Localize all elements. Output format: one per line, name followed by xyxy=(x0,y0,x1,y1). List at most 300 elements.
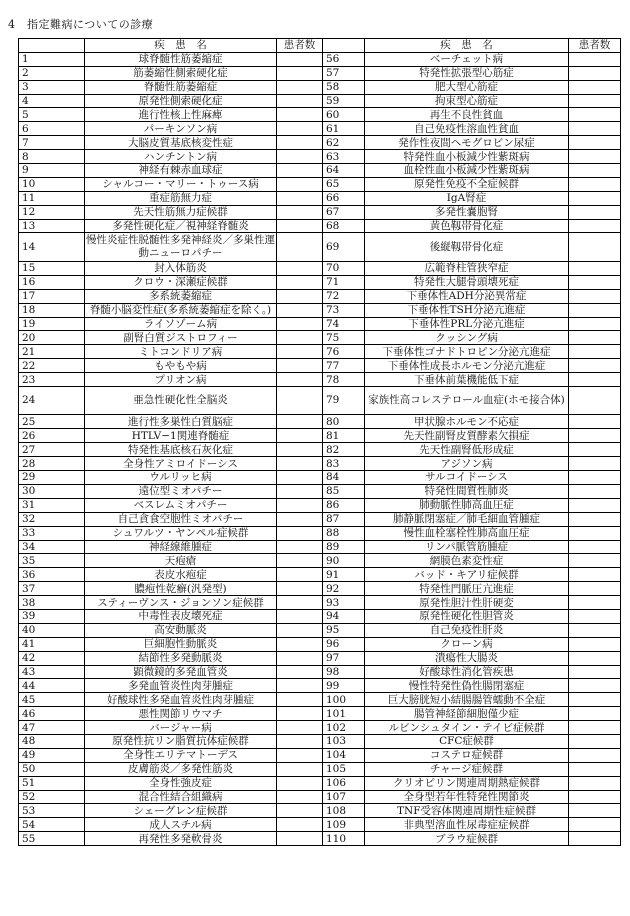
row-number-left: 15 xyxy=(19,261,85,275)
row-count-left xyxy=(277,164,323,178)
row-disease-left: 原発性抗リン脂質抗体症候群 xyxy=(85,734,277,748)
row-count-left xyxy=(277,734,323,748)
row-number-left: 41 xyxy=(19,637,85,651)
row-disease-right: クローン病 xyxy=(365,637,569,651)
row-count-left xyxy=(277,359,323,373)
table-row xyxy=(19,457,621,471)
row-disease-left: ウルリッヒ病 xyxy=(85,471,277,485)
row-count-left xyxy=(277,108,323,122)
table-row xyxy=(19,191,621,205)
row-count-left xyxy=(277,665,323,679)
row-number-left: 32 xyxy=(19,512,85,526)
row-number-right: 81 xyxy=(323,429,365,443)
row-disease-right: 後縦靱帯骨化症 xyxy=(365,233,569,262)
row-disease-left: 天疱瘡 xyxy=(85,554,277,568)
row-count-right xyxy=(569,540,621,554)
row-disease-right: チャージ症候群 xyxy=(365,762,569,776)
row-disease-left: 顕微鏡的多発血管炎 xyxy=(85,665,277,679)
row-number-left: 34 xyxy=(19,540,85,554)
row-number-left: 11 xyxy=(19,191,85,205)
row-count-left xyxy=(277,94,323,108)
row-number-left: 28 xyxy=(19,457,85,471)
row-count-right xyxy=(569,150,621,164)
row-number-left: 55 xyxy=(19,832,85,846)
row-number-right: 69 xyxy=(323,233,365,262)
row-count-right xyxy=(569,205,621,219)
row-disease-left: シャルコー・マリー・トゥース病 xyxy=(85,177,277,191)
row-count-left xyxy=(277,457,323,471)
row-number-right: 77 xyxy=(323,359,365,373)
row-count-left xyxy=(277,637,323,651)
row-number-right: 105 xyxy=(323,762,365,776)
row-number-right: 106 xyxy=(323,776,365,790)
table-row xyxy=(19,568,621,582)
row-count-left xyxy=(277,415,323,429)
row-number-left: 30 xyxy=(19,484,85,498)
row-disease-left: 表皮水疱症 xyxy=(85,568,277,582)
row-count-right xyxy=(569,526,621,540)
row-count-right xyxy=(569,804,621,818)
row-number-right: 71 xyxy=(323,275,365,289)
row-count-left xyxy=(277,80,323,94)
table-row xyxy=(19,596,621,610)
row-number-left: 4 xyxy=(19,94,85,108)
table-header-row xyxy=(19,39,621,53)
table-row xyxy=(19,526,621,540)
table-row xyxy=(19,734,621,748)
row-count-left xyxy=(277,345,323,359)
table-row xyxy=(19,136,621,150)
row-count-right xyxy=(569,748,621,762)
row-count-right xyxy=(569,373,621,387)
table-row xyxy=(19,443,621,457)
row-disease-left: 全身性強皮症 xyxy=(85,776,277,790)
row-disease-right: 全身型若年性特発性関節炎 xyxy=(365,790,569,804)
row-count-left xyxy=(277,177,323,191)
row-disease-right: 下垂体性TSH分泌亢進症 xyxy=(365,303,569,317)
row-disease-right: 網膜色素変性症 xyxy=(365,554,569,568)
row-count-right xyxy=(569,191,621,205)
row-count-right xyxy=(569,317,621,331)
row-disease-right: サルコイドーシス xyxy=(365,471,569,485)
row-count-right xyxy=(569,122,621,136)
row-count-left xyxy=(277,150,323,164)
row-disease-right: 多発性嚢胞腎 xyxy=(365,205,569,219)
table-row xyxy=(19,261,621,275)
row-number-left: 3 xyxy=(19,80,85,94)
row-disease-right: 家族性高コレステロール血症(ホモ接合体) xyxy=(365,386,569,415)
table-row xyxy=(19,679,621,693)
row-disease-left: ハンチントン病 xyxy=(85,150,277,164)
row-disease-right: 甲状腺ホルモン不応症 xyxy=(365,415,569,429)
row-count-left xyxy=(277,233,323,262)
header-number-right xyxy=(323,39,365,53)
row-count-right xyxy=(569,443,621,457)
row-disease-right: 血栓性血小板減少性紫斑病 xyxy=(365,164,569,178)
table-row xyxy=(19,582,621,596)
table-row xyxy=(19,429,621,443)
row-count-right xyxy=(569,457,621,471)
table-row xyxy=(19,804,621,818)
row-number-right: 67 xyxy=(323,205,365,219)
row-number-left: 52 xyxy=(19,790,85,804)
row-disease-right: 慢性血栓塞栓性肺高血圧症 xyxy=(365,526,569,540)
row-number-right: 62 xyxy=(323,136,365,150)
row-disease-right: 肺動脈性肺高血圧症 xyxy=(365,498,569,512)
row-disease-right: ブラウ症候群 xyxy=(365,832,569,846)
row-number-right: 63 xyxy=(323,150,365,164)
row-count-right xyxy=(569,233,621,262)
row-number-left: 38 xyxy=(19,596,85,610)
row-count-right xyxy=(569,665,621,679)
row-count-right xyxy=(569,693,621,707)
row-count-left xyxy=(277,191,323,205)
row-number-right: 108 xyxy=(323,804,365,818)
row-count-left xyxy=(277,707,323,721)
row-disease-right: 特発性拡張型心筋症 xyxy=(365,66,569,80)
header-number-left xyxy=(19,39,85,53)
table-row xyxy=(19,832,621,846)
row-count-left xyxy=(277,205,323,219)
row-count-left xyxy=(277,512,323,526)
row-count-left xyxy=(277,471,323,485)
row-number-right: 84 xyxy=(323,471,365,485)
row-number-right: 95 xyxy=(323,623,365,637)
table-row xyxy=(19,205,621,219)
row-number-left: 14 xyxy=(19,233,85,262)
row-count-left xyxy=(277,818,323,832)
table-row xyxy=(19,289,621,303)
row-count-right xyxy=(569,512,621,526)
table-row xyxy=(19,512,621,526)
row-count-left xyxy=(277,52,323,66)
row-disease-right: 下垂体性PRL分泌亢進症 xyxy=(365,317,569,331)
row-number-right: 97 xyxy=(323,651,365,665)
row-count-right xyxy=(569,776,621,790)
row-count-right xyxy=(569,331,621,345)
table-row xyxy=(19,471,621,485)
row-disease-right: 好酸球性消化管疾患 xyxy=(365,665,569,679)
table-row xyxy=(19,66,621,80)
row-disease-left: シュワルツ・ヤンペル症候群 xyxy=(85,526,277,540)
row-disease-right: アジソン病 xyxy=(365,457,569,471)
row-number-right: 90 xyxy=(323,554,365,568)
table-row xyxy=(19,637,621,651)
row-disease-right: ベーチェット病 xyxy=(365,52,569,66)
row-number-left: 8 xyxy=(19,150,85,164)
row-number-left: 16 xyxy=(19,275,85,289)
row-number-right: 96 xyxy=(323,637,365,651)
table-row xyxy=(19,623,621,637)
row-number-left: 46 xyxy=(19,707,85,721)
row-number-right: 104 xyxy=(323,748,365,762)
row-disease-left: 慢性炎症性脱髄性多発神経炎／多巣性運動ニューロパチー xyxy=(85,233,277,262)
row-count-right xyxy=(569,623,621,637)
row-count-right xyxy=(569,832,621,846)
row-count-left xyxy=(277,136,323,150)
row-count-right xyxy=(569,568,621,582)
row-number-right: 64 xyxy=(323,164,365,178)
row-disease-right: 非典型溶血性尿毒症症候群 xyxy=(365,818,569,832)
page-title: 4 指定難病についての診療 xyxy=(8,18,154,31)
row-number-right: 103 xyxy=(323,734,365,748)
row-disease-left: 封入体筋炎 xyxy=(85,261,277,275)
row-count-right xyxy=(569,386,621,415)
row-disease-left: ミトコンドリア病 xyxy=(85,345,277,359)
table-row xyxy=(19,665,621,679)
table-row xyxy=(19,359,621,373)
row-count-left xyxy=(277,373,323,387)
row-count-right xyxy=(569,275,621,289)
row-number-right: 72 xyxy=(323,289,365,303)
row-disease-left: 全身性アミロイドーシス xyxy=(85,457,277,471)
row-number-right: 66 xyxy=(323,191,365,205)
row-disease-right: ルビンシュタイン・テイビ症候群 xyxy=(365,721,569,735)
row-number-right: 82 xyxy=(323,443,365,457)
row-disease-right: 潰瘍性大腸炎 xyxy=(365,651,569,665)
row-number-right: 94 xyxy=(323,609,365,623)
row-count-left xyxy=(277,693,323,707)
row-count-left xyxy=(277,66,323,80)
row-disease-right: 肥大型心筋症 xyxy=(365,80,569,94)
row-count-right xyxy=(569,415,621,429)
row-count-right xyxy=(569,762,621,776)
row-count-right xyxy=(569,596,621,610)
row-number-right: 73 xyxy=(323,303,365,317)
row-disease-right: バッド・キアリ症候群 xyxy=(365,568,569,582)
row-number-right: 109 xyxy=(323,818,365,832)
row-number-left: 47 xyxy=(19,721,85,735)
row-count-left xyxy=(277,596,323,610)
row-disease-left: スティーヴンス・ジョンソン症候群 xyxy=(85,596,277,610)
row-disease-left: プリオン病 xyxy=(85,373,277,387)
row-number-left: 7 xyxy=(19,136,85,150)
row-number-left: 45 xyxy=(19,693,85,707)
row-number-right: 58 xyxy=(323,80,365,94)
header-disease-left: 疾 患 名 xyxy=(85,39,277,53)
row-count-left xyxy=(277,623,323,637)
row-number-right: 79 xyxy=(323,386,365,415)
row-number-left: 10 xyxy=(19,177,85,191)
row-number-left: 27 xyxy=(19,443,85,457)
row-disease-left: 進行性多巣性白質脳症 xyxy=(85,415,277,429)
row-number-right: 74 xyxy=(323,317,365,331)
table-row xyxy=(19,498,621,512)
row-disease-right: 特発性間質性肺炎 xyxy=(365,484,569,498)
table-row xyxy=(19,219,621,233)
row-number-left: 48 xyxy=(19,734,85,748)
table-row xyxy=(19,108,621,122)
row-count-right xyxy=(569,734,621,748)
table-row xyxy=(19,164,621,178)
row-count-right xyxy=(569,818,621,832)
row-number-left: 33 xyxy=(19,526,85,540)
row-disease-right: 腸管神経節細胞僅少症 xyxy=(365,707,569,721)
row-disease-left: 混合性結合組織病 xyxy=(85,790,277,804)
table-row xyxy=(19,540,621,554)
row-count-right xyxy=(569,679,621,693)
row-disease-right: CFC症候群 xyxy=(365,734,569,748)
row-count-left xyxy=(277,219,323,233)
row-count-left xyxy=(277,386,323,415)
row-count-right xyxy=(569,429,621,443)
row-disease-left: 大脳皮質基底核変性症 xyxy=(85,136,277,150)
row-disease-right: 肺静脈閉塞症／肺毛細血管腫症 xyxy=(365,512,569,526)
row-count-left xyxy=(277,609,323,623)
row-disease-left: 全身性エリテマトーデス xyxy=(85,748,277,762)
row-count-left xyxy=(277,554,323,568)
row-number-right: 57 xyxy=(323,66,365,80)
row-disease-left: 特発性基底核石灰化症 xyxy=(85,443,277,457)
table-row xyxy=(19,386,621,415)
row-number-right: 110 xyxy=(323,832,365,846)
row-count-left xyxy=(277,498,323,512)
row-count-left xyxy=(277,804,323,818)
row-number-left: 29 xyxy=(19,471,85,485)
row-disease-left: 巨細胞性動脈炎 xyxy=(85,637,277,651)
row-number-left: 44 xyxy=(19,679,85,693)
row-number-right: 70 xyxy=(323,261,365,275)
row-number-right: 101 xyxy=(323,707,365,721)
row-disease-right: 下垂体性ADH分泌異常症 xyxy=(365,289,569,303)
row-number-right: 76 xyxy=(323,345,365,359)
table-row xyxy=(19,275,621,289)
row-number-right: 98 xyxy=(323,665,365,679)
row-disease-left: もやもや病 xyxy=(85,359,277,373)
row-count-left xyxy=(277,540,323,554)
row-count-right xyxy=(569,651,621,665)
row-disease-left: 成人スチル病 xyxy=(85,818,277,832)
row-disease-right: 特発性血小板減少性紫斑病 xyxy=(365,150,569,164)
row-disease-right: 特発性門脈圧亢進症 xyxy=(365,582,569,596)
row-disease-left: 多系統萎縮症 xyxy=(85,289,277,303)
row-number-right: 89 xyxy=(323,540,365,554)
row-disease-left: ベスレムミオパチー xyxy=(85,498,277,512)
row-number-left: 26 xyxy=(19,429,85,443)
disease-table xyxy=(18,38,621,846)
row-disease-right: 先天性副腎皮質酵素欠損症 xyxy=(365,429,569,443)
row-number-left: 35 xyxy=(19,554,85,568)
row-count-right xyxy=(569,108,621,122)
table-row xyxy=(19,721,621,735)
table-row xyxy=(19,776,621,790)
row-count-left xyxy=(277,429,323,443)
row-number-left: 13 xyxy=(19,219,85,233)
row-disease-right: 再生不良性貧血 xyxy=(365,108,569,122)
row-count-right xyxy=(569,177,621,191)
row-disease-left: 副腎白質ジストロフィー xyxy=(85,331,277,345)
row-count-right xyxy=(569,721,621,735)
row-number-left: 22 xyxy=(19,359,85,373)
row-disease-left: 悪性関節リウマチ xyxy=(85,707,277,721)
row-disease-left: 重症筋無力症 xyxy=(85,191,277,205)
row-count-right xyxy=(569,790,621,804)
row-disease-right: リンパ脈管筋腫症 xyxy=(365,540,569,554)
row-count-right xyxy=(569,707,621,721)
header-disease-right: 疾 患 名 xyxy=(365,39,569,53)
row-number-right: 68 xyxy=(323,219,365,233)
row-disease-left: 高安動脈炎 xyxy=(85,623,277,637)
row-number-left: 36 xyxy=(19,568,85,582)
row-disease-left: HTLV−1関連脊髄症 xyxy=(85,429,277,443)
row-number-left: 24 xyxy=(19,386,85,415)
row-count-left xyxy=(277,526,323,540)
table-row xyxy=(19,554,621,568)
table-row xyxy=(19,790,621,804)
row-disease-right: 原発性硬化性胆管炎 xyxy=(365,609,569,623)
table-row xyxy=(19,693,621,707)
row-count-left xyxy=(277,748,323,762)
row-disease-right: TNF受容体関連周期性症候群 xyxy=(365,804,569,818)
row-count-left xyxy=(277,568,323,582)
row-count-left xyxy=(277,832,323,846)
row-count-left xyxy=(277,679,323,693)
row-number-right: 88 xyxy=(323,526,365,540)
row-number-left: 25 xyxy=(19,415,85,429)
table-row xyxy=(19,748,621,762)
row-number-left: 17 xyxy=(19,289,85,303)
row-count-right xyxy=(569,582,621,596)
row-disease-right: 広範脊柱管狭窄症 xyxy=(365,261,569,275)
row-disease-left: 遠位型ミオパチー xyxy=(85,484,277,498)
row-disease-left: ライソゾーム病 xyxy=(85,317,277,331)
table-row xyxy=(19,484,621,498)
row-number-left: 21 xyxy=(19,345,85,359)
row-number-right: 107 xyxy=(323,790,365,804)
row-count-left xyxy=(277,790,323,804)
row-disease-left: 進行性核上性麻痺 xyxy=(85,108,277,122)
row-disease-right: 巨大膀胱短小結腸腸管蠕動不全症 xyxy=(365,693,569,707)
table-row xyxy=(19,177,621,191)
row-disease-left: バージャー病 xyxy=(85,721,277,735)
row-number-left: 12 xyxy=(19,205,85,219)
row-disease-left: 筋萎縮性側索硬化症 xyxy=(85,66,277,80)
row-disease-right: 原発性胆汁性肝硬変 xyxy=(365,596,569,610)
row-number-right: 65 xyxy=(323,177,365,191)
row-count-left xyxy=(277,582,323,596)
row-number-right: 78 xyxy=(323,373,365,387)
row-number-left: 9 xyxy=(19,164,85,178)
row-number-left: 20 xyxy=(19,331,85,345)
row-number-left: 50 xyxy=(19,762,85,776)
row-count-right xyxy=(569,94,621,108)
row-disease-left: クロウ・深瀬症候群 xyxy=(85,275,277,289)
row-count-left xyxy=(277,776,323,790)
row-number-right: 60 xyxy=(323,108,365,122)
row-disease-left: 脊髄性筋萎縮症 xyxy=(85,80,277,94)
row-count-left xyxy=(277,317,323,331)
row-number-left: 54 xyxy=(19,818,85,832)
row-disease-left: 多発血管炎性肉芽腫症 xyxy=(85,679,277,693)
row-count-right xyxy=(569,261,621,275)
row-disease-right: 発作性夜間ヘモグロビン尿症 xyxy=(365,136,569,150)
row-disease-left: 再発性多発軟骨炎 xyxy=(85,832,277,846)
row-number-left: 49 xyxy=(19,748,85,762)
row-disease-left: 神経線維腫症 xyxy=(85,540,277,554)
header-count-left: 患者数 xyxy=(277,39,323,53)
row-number-right: 102 xyxy=(323,721,365,735)
table-row xyxy=(19,331,621,345)
row-number-left: 18 xyxy=(19,303,85,317)
row-number-right: 87 xyxy=(323,512,365,526)
table-row xyxy=(19,150,621,164)
row-disease-right: 黄色靱帯骨化症 xyxy=(365,219,569,233)
row-disease-right: 自己免疫性肝炎 xyxy=(365,623,569,637)
row-count-right xyxy=(569,359,621,373)
row-disease-left: 球脊髄性筋萎縮症 xyxy=(85,52,277,66)
row-number-left: 5 xyxy=(19,108,85,122)
table-row xyxy=(19,373,621,387)
